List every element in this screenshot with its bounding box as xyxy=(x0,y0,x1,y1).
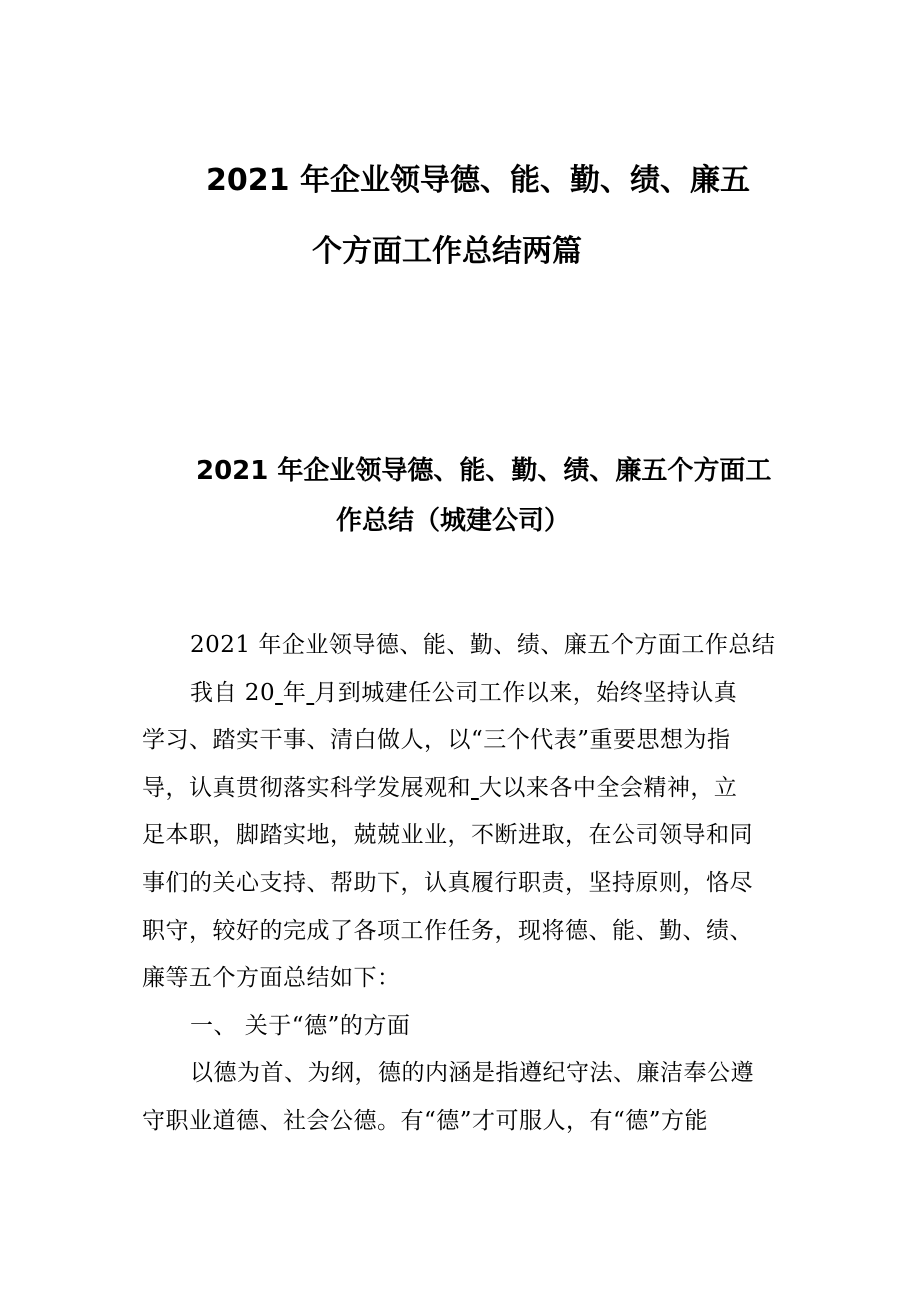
main-title-line-1: 2021 年企业领导德、能、勤、绩、廉五 xyxy=(206,163,750,198)
body-text xyxy=(142,622,822,1146)
section-1-heading: 一、 关于“德”的方面 xyxy=(190,1012,411,1039)
blank-field xyxy=(471,775,479,801)
paragraph-1-line-5: 事们的关心支持、帮助下，认真履行职责，坚持原则，恪尽 xyxy=(142,869,753,896)
paragraph-1-line-1 xyxy=(142,670,822,718)
sub-title-line-2: 作总结（城建公司） xyxy=(336,506,571,536)
main-title-line-2: 个方面工作总结两篇 xyxy=(312,234,582,269)
text-segment: 导，认真贯彻落实科学发展观和 xyxy=(142,774,471,801)
blank-field xyxy=(275,680,283,706)
text-segment: 月到城建任公司工作以来，始终坚持认真 xyxy=(314,679,738,706)
paragraph-1-line-2: 学习、踏实干事、清白做人，以“三个代表”重要思想为指 xyxy=(142,727,731,754)
section-heading: 2021 年企业领导德、能、勤、绩、廉五个方面工作总结 xyxy=(190,632,776,658)
paragraph-1-line-6: 职守，较好的完成了各项工作任务，现将德、能、勤、绩、 xyxy=(142,917,753,944)
text-segment: 年 xyxy=(282,679,307,706)
paragraph-1-line-3 xyxy=(142,765,822,813)
sub-title-line-1: 2021 年企业领导德、能、勤、绩、廉五个方面工 xyxy=(196,456,772,486)
paragraph-1-line-4: 足本职，脚踏实地，兢兢业业，不断进取，在公司领导和同 xyxy=(142,822,753,849)
text-segment: 我自 20 xyxy=(190,679,276,706)
paragraph-2-line-2: 守职业道德、社会公德。有“德”才可服人，有“德”方能 xyxy=(142,1107,709,1134)
paragraph-1-line-7: 廉等五个方面总结如下： xyxy=(142,965,401,992)
paragraph-2-line-1: 以德为首、为纲，德的内涵是指遵纪守法、廉洁奉公遵 xyxy=(190,1060,754,1087)
text-segment: 大以来各中全会精神，立 xyxy=(478,774,738,801)
